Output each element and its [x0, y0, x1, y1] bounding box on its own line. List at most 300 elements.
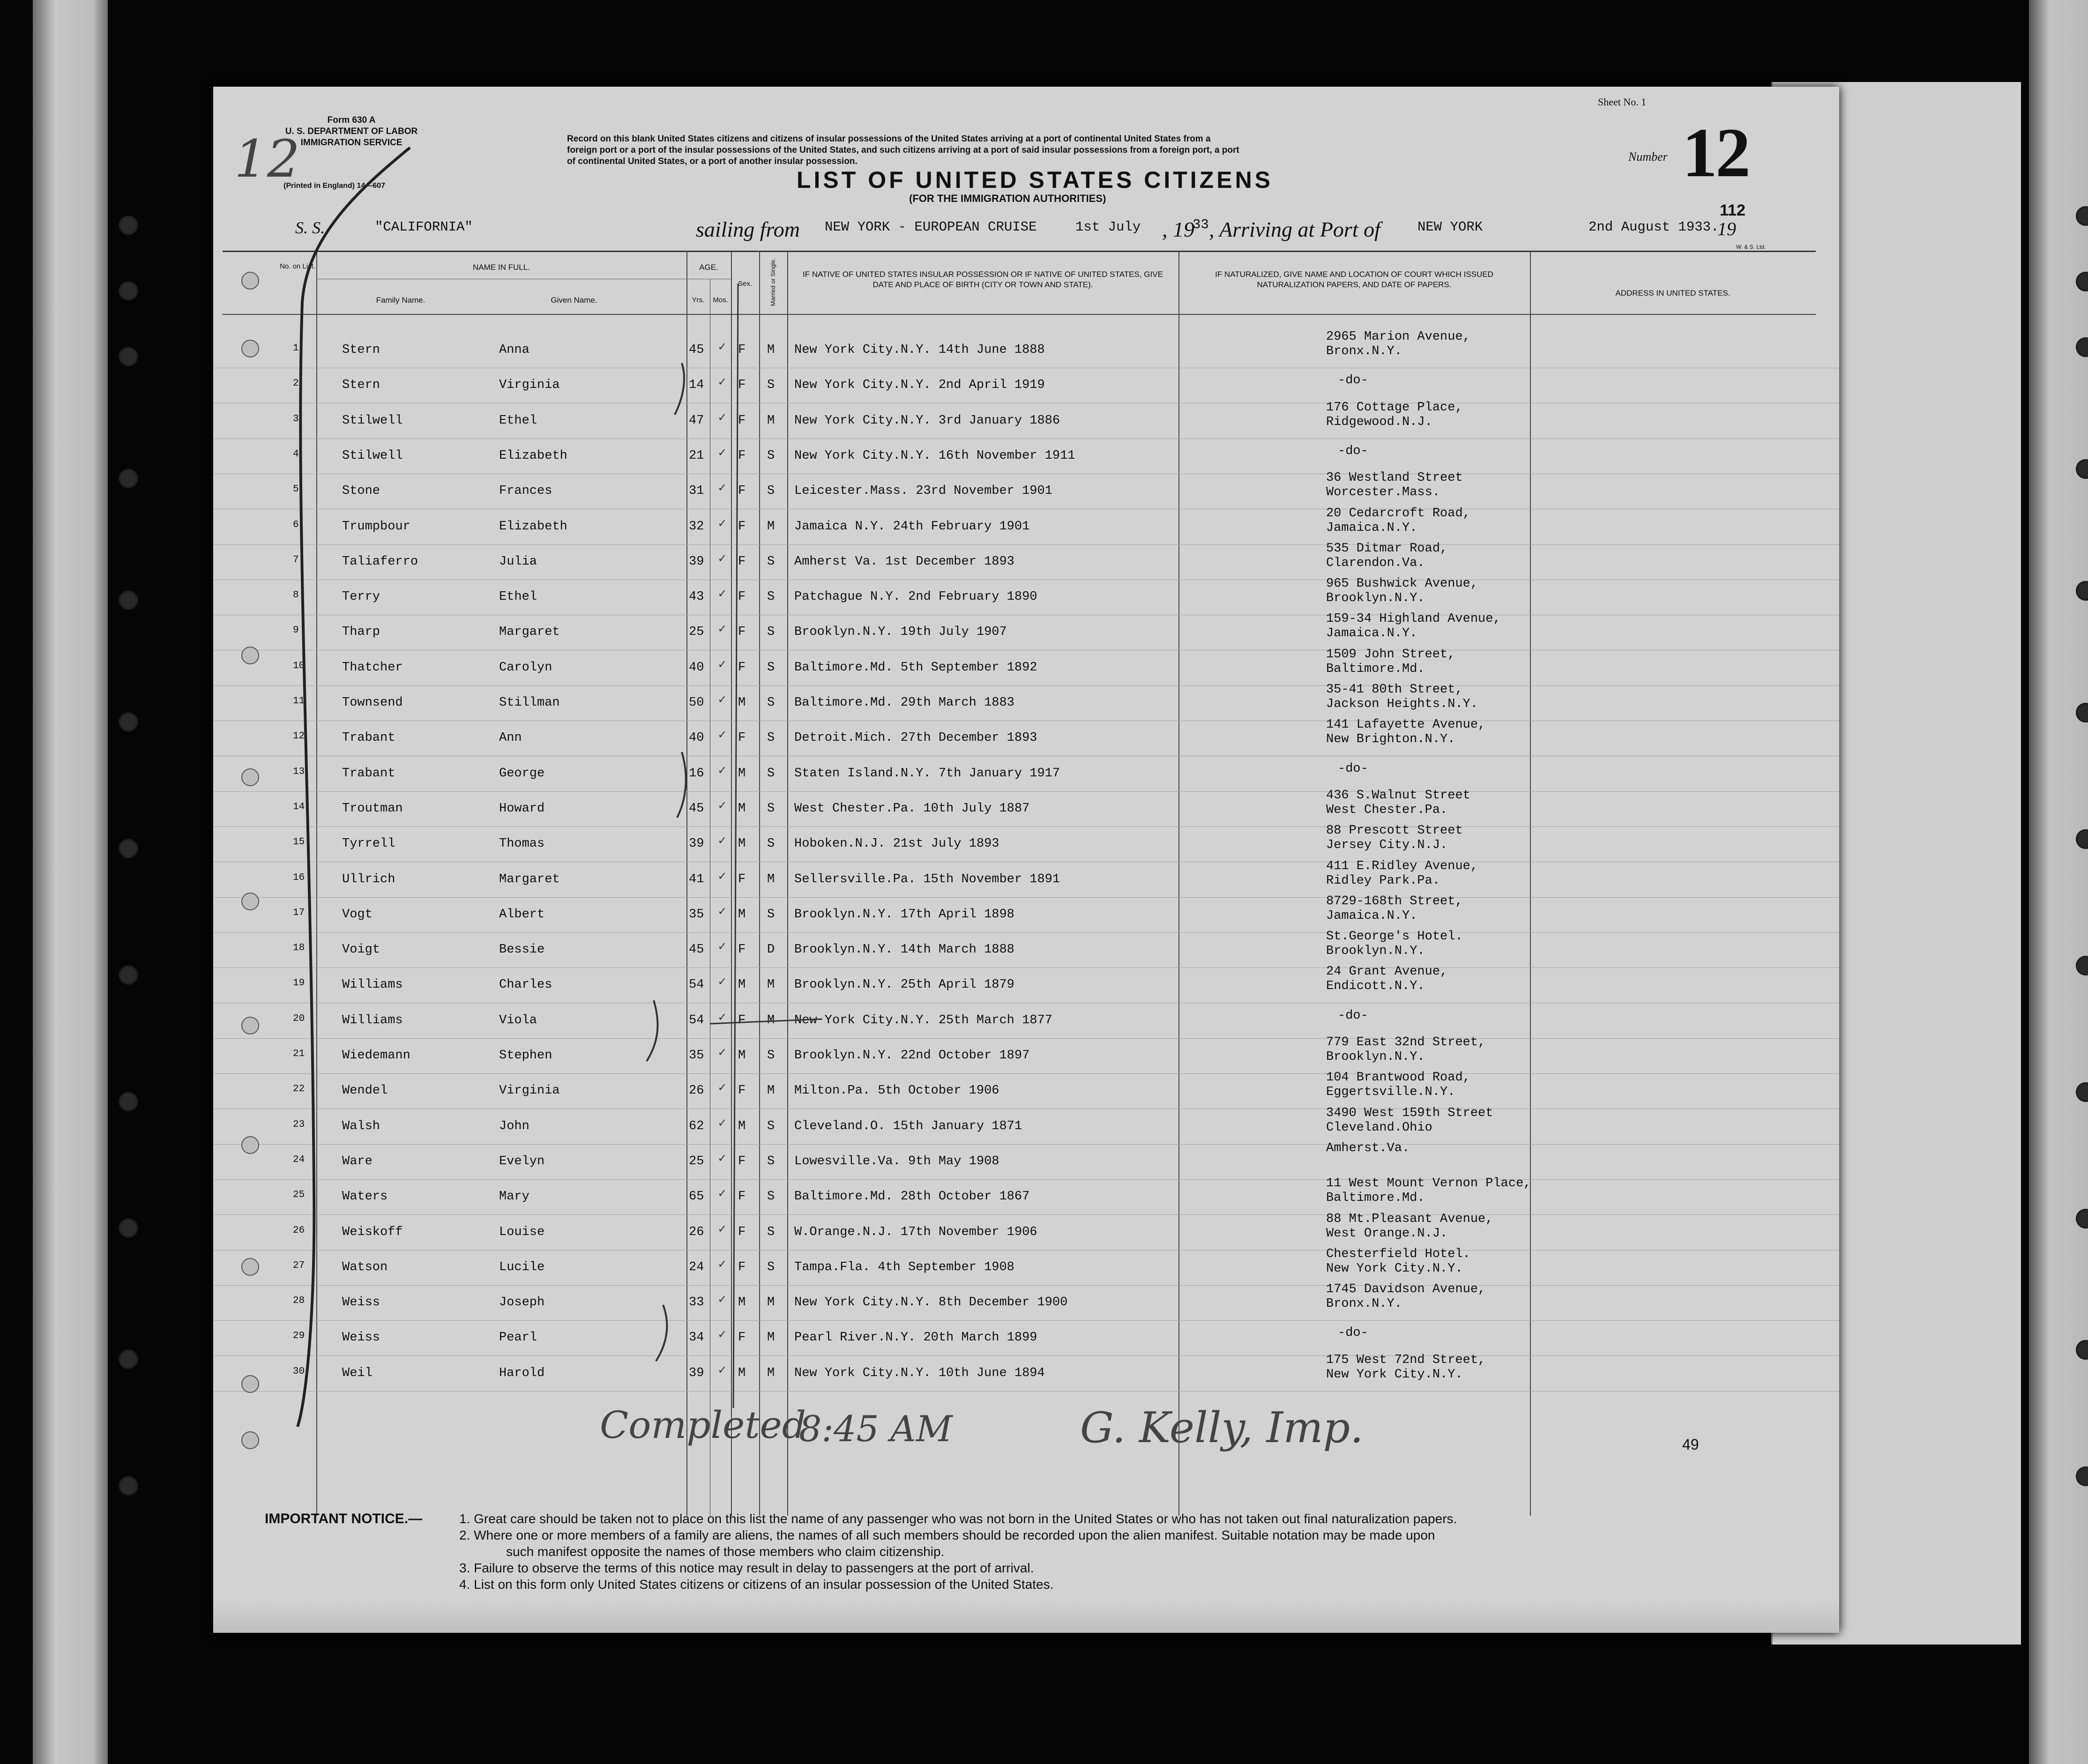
- row-number: 30: [293, 1366, 305, 1377]
- given-name: Carolyn: [499, 660, 552, 675]
- given-name: Stillman: [499, 696, 560, 710]
- family-name: Weil: [342, 1366, 373, 1380]
- address-line-1: 535 Ditmar Road,: [1326, 541, 1448, 556]
- row-number: 28: [293, 1295, 305, 1307]
- margin-handwritten-number: 12: [234, 129, 300, 189]
- age-years: 65: [689, 1190, 704, 1204]
- address-line-1: 1745 Davidson Avenue,: [1326, 1282, 1486, 1297]
- address-line-2: New York City.N.Y.: [1326, 1367, 1463, 1382]
- tally-check-icon: ✓: [718, 623, 726, 637]
- family-name: Stone: [342, 484, 380, 499]
- given-name: Ann: [499, 731, 522, 745]
- address-line-1: 20 Cedarcroft Road,: [1326, 506, 1470, 521]
- age-years: 40: [689, 660, 704, 675]
- family-name: Stilwell: [342, 448, 403, 463]
- sex: M: [738, 1366, 746, 1380]
- tally-check-icon: ✓: [718, 729, 726, 743]
- ship-name: "CALIFORNIA": [375, 219, 473, 235]
- binder-hole-left: [119, 216, 138, 235]
- binder-hole-left: [119, 712, 138, 732]
- family-name: Watson: [342, 1260, 388, 1274]
- binder-hole-left: [119, 1218, 138, 1238]
- age-years: 45: [689, 343, 704, 357]
- printer-note: (Printed in England) 14—607: [283, 182, 385, 190]
- address-line-1: 3490 West 159th Street: [1326, 1106, 1493, 1120]
- address-line-2: Eggertsville.N.Y.: [1326, 1085, 1455, 1100]
- sex: M: [738, 766, 746, 781]
- tally-check-icon: ✓: [718, 411, 726, 425]
- marital-status: S: [767, 696, 775, 710]
- age-years: 35: [689, 907, 704, 922]
- address-line-2: Jamaica.N.Y.: [1326, 626, 1417, 641]
- inspector-signature: G. Kelly, Imp.: [1080, 1403, 1364, 1452]
- address-line-1: 141 Lafayette Avenue,: [1326, 718, 1486, 732]
- sex: F: [738, 1154, 746, 1169]
- address-line-2: New Brighton.N.Y.: [1326, 732, 1455, 747]
- address-line-2: West Orange.N.J.: [1326, 1226, 1448, 1241]
- family-name: Weiss: [342, 1331, 380, 1345]
- family-name: Ware: [342, 1154, 373, 1169]
- birth-place-date: Lowesville.Va. 9th May 1908: [794, 1154, 999, 1169]
- marital-status: M: [767, 1084, 775, 1098]
- birth-place-date: Baltimore.Md. 5th September 1892: [794, 660, 1037, 675]
- age-years: 47: [689, 413, 704, 428]
- sailed-date: 1st July: [1075, 219, 1141, 235]
- row-number: 5: [293, 484, 299, 495]
- given-name: Frances: [499, 484, 552, 499]
- ship-prefix: S. S.: [295, 218, 325, 237]
- given-name: Louise: [499, 1225, 545, 1239]
- family-name: Troutman: [342, 801, 403, 816]
- age-years: 26: [689, 1225, 704, 1239]
- birth-place-date: W.Orange.N.J. 17th November 1906: [794, 1225, 1037, 1239]
- binder-hole-left: [119, 347, 138, 366]
- age-years: 16: [689, 766, 704, 781]
- address-line-2: Brooklyn.N.Y.: [1326, 1050, 1425, 1064]
- birth-place-date: Brooklyn.N.Y. 17th April 1898: [794, 907, 1014, 922]
- notice-item-2-cont: such manifest opposite the names of those members who claim citizenship.: [506, 1544, 945, 1559]
- family-name: Thatcher: [342, 660, 403, 675]
- marital-status: S: [767, 590, 775, 604]
- age-years: 25: [689, 625, 704, 640]
- birth-place-date: Jamaica N.Y. 24th February 1901: [794, 519, 1030, 534]
- tally-check-icon: ✓: [718, 482, 726, 496]
- birth-place-date: Milton.Pa. 5th October 1906: [794, 1084, 999, 1098]
- notice-item-1: 1. Great care should be taken not to place on this list the name of any passenger who was not born in the United States or who has not taken out final naturalization papers.: [459, 1511, 1457, 1526]
- birth-place-date: Leicester.Mass. 23rd November 1901: [794, 484, 1052, 499]
- tally-line: [710, 1019, 822, 1024]
- sex: F: [738, 1331, 746, 1345]
- tally-check-icon: ✓: [718, 975, 726, 990]
- address-line-2: Clarendon.Va.: [1326, 556, 1425, 570]
- col-mos: Mos.: [713, 296, 728, 304]
- address-line-1: -do-: [1338, 1008, 1368, 1023]
- address-line-1: 88 Prescott Street: [1326, 824, 1463, 838]
- given-name: Lucile: [499, 1260, 545, 1274]
- address-line-2: Endicott.N.Y.: [1326, 979, 1425, 994]
- tally-check-icon: ✓: [718, 1011, 726, 1025]
- sex: F: [738, 1013, 746, 1027]
- family-name: Trabant: [342, 766, 395, 781]
- given-name: Howard: [499, 801, 545, 816]
- age-years: 25: [689, 1154, 704, 1169]
- family-name: Williams: [342, 978, 403, 992]
- address-line-1: -do-: [1338, 761, 1368, 776]
- family-name: Tharp: [342, 625, 380, 640]
- tally-check-icon: ✓: [718, 764, 726, 778]
- row-number: 29: [293, 1331, 305, 1342]
- tally-check-icon: ✓: [718, 517, 726, 531]
- instruction-line-1: Record on this blank United States citizens and citizens of insular possessions of the United States arriving at a port of continental United States from a: [567, 134, 1211, 144]
- address-line-1: 11 West Mount Vernon Place,: [1326, 1176, 1531, 1191]
- tally-check-icon: ✓: [718, 693, 726, 707]
- birth-place-date: Pearl River.N.Y. 20th March 1899: [794, 1331, 1037, 1345]
- given-name: Mary: [499, 1190, 529, 1204]
- col-naturalized: IF NATURALIZED, GIVE NAME AND LOCATION OF COURT WHICH ISSUED NATURALIZATION PAPERS, AND DATE OF PAPERS.: [1215, 270, 1493, 289]
- birth-place-date: Brooklyn.N.Y. 14th March 1888: [794, 943, 1014, 957]
- birth-place-date: New York City.N.Y. 3rd January 1886: [794, 413, 1060, 428]
- arriving-label: , Arriving at Port of: [1209, 217, 1380, 241]
- row-number: 3: [293, 413, 299, 424]
- arrival-date: 2nd August 1933.: [1588, 219, 1719, 235]
- given-name: Stephen: [499, 1049, 552, 1063]
- notice-item-4: 4. List on this form only United States citizens or citizens of an insular possession of the United States.: [459, 1577, 1054, 1592]
- sex: F: [738, 448, 746, 463]
- sex: M: [738, 1049, 746, 1063]
- birth-place-date: New York City.N.Y. 2nd April 1919: [794, 378, 1045, 393]
- binder-hole-left: [119, 1092, 138, 1111]
- tally-check-icon: ✓: [718, 1222, 726, 1237]
- birth-place-date: Sellersville.Pa. 15th November 1891: [794, 872, 1060, 886]
- birth-place-date: New York City.N.Y. 10th June 1894: [794, 1366, 1045, 1380]
- sex: F: [738, 943, 746, 957]
- age-years: 35: [689, 1049, 704, 1063]
- address-line-1: 2965 Marion Avenue,: [1326, 330, 1470, 344]
- tally-check-icon: ✓: [718, 1046, 726, 1060]
- birth-place-date: West Chester.Pa. 10th July 1887: [794, 801, 1030, 816]
- list-number: 12: [1682, 114, 1749, 192]
- address-line-1: 104 Brantwood Road,: [1326, 1071, 1470, 1085]
- family-name: Townsend: [342, 696, 403, 710]
- tally-check-icon: ✓: [718, 588, 726, 602]
- sex: F: [738, 554, 746, 569]
- family-name: Ullrich: [342, 872, 395, 886]
- marital-status: S: [767, 448, 775, 463]
- family-name: Voigt: [342, 943, 380, 957]
- address-line-2: Brooklyn.N.Y.: [1326, 591, 1425, 606]
- family-name: Stilwell: [342, 413, 403, 428]
- address-line-1: Amherst.Va.: [1326, 1141, 1410, 1155]
- service: IMMIGRATION SERVICE: [300, 138, 403, 148]
- tally-check-icon: ✓: [718, 1116, 726, 1131]
- binder-hole-left: [119, 590, 138, 610]
- row-number: 9: [293, 625, 299, 636]
- row-number: 12: [293, 731, 305, 742]
- col-married-text: Married or Single.: [769, 258, 776, 306]
- address-line-1: 779 East 32nd Street,: [1326, 1035, 1486, 1049]
- year: 33: [1193, 217, 1209, 232]
- tally-check-icon: ✓: [718, 870, 726, 884]
- notice-item-3: 3. Failure to observe the terms of this notice may result in delay to passengers at the port of arrival.: [459, 1561, 1034, 1575]
- address-line-2: Jersey City.N.J.: [1326, 838, 1448, 853]
- sex: M: [738, 1119, 746, 1133]
- address-line-2: New York City.N.Y.: [1326, 1261, 1463, 1276]
- sailing-from: NEW YORK - EUROPEAN CRUISE: [825, 219, 1037, 235]
- family-name: Stern: [342, 378, 380, 393]
- address-line-1: 88 Mt.Pleasant Avenue,: [1326, 1212, 1493, 1226]
- row-number: 19: [293, 978, 305, 989]
- instruction-line-2: foreign port or a port of the insular possessions of the United States, and such citizens arriving at a port of said insular possessions from a foreign port, a port: [567, 145, 1239, 155]
- age-years: 43: [689, 590, 704, 604]
- family-name: Terry: [342, 590, 380, 604]
- tally-check-icon: ✓: [718, 376, 726, 390]
- marital-status: M: [767, 978, 775, 992]
- tally-check-icon: ✓: [718, 552, 726, 566]
- marital-status: S: [767, 1154, 775, 1169]
- row-number: 14: [293, 801, 305, 812]
- row-number: 27: [293, 1260, 305, 1271]
- address-line-1: 24 Grant Avenue,: [1326, 965, 1448, 979]
- pencil-tick-1: [675, 363, 684, 415]
- given-name: Harold: [499, 1366, 545, 1380]
- age-years: 33: [689, 1295, 704, 1310]
- pencil-marks: [213, 87, 1839, 1633]
- family-name: Wiedemann: [342, 1049, 410, 1063]
- sheet-label-text: Sheet No.: [1598, 96, 1639, 108]
- given-name: Albert: [499, 907, 545, 922]
- row-number: 18: [293, 943, 305, 954]
- arrival-year-prefix: 19: [1717, 218, 1736, 239]
- row-number: 7: [293, 554, 299, 566]
- sex: F: [738, 1084, 746, 1098]
- address-line-1: 176 Cottage Place,: [1326, 400, 1463, 415]
- age-years: 40: [689, 731, 704, 745]
- binder-hole-left: [119, 965, 138, 985]
- tally-check-icon: ✓: [718, 940, 726, 955]
- tally-check-icon: ✓: [718, 834, 726, 849]
- tally-check-icon: ✓: [718, 1258, 726, 1272]
- birth-place-date: Cleveland.O. 15th January 1871: [794, 1119, 1022, 1133]
- tally-check-icon: ✓: [718, 1363, 726, 1378]
- instruction-line-3: of continental United States, or a port of another insular possession.: [567, 156, 858, 166]
- birth-place-date: Baltimore.Md. 28th October 1867: [794, 1190, 1030, 1204]
- marital-status: M: [767, 343, 775, 357]
- age-years: 32: [689, 519, 704, 534]
- family-name: Wendel: [342, 1084, 388, 1098]
- sex: F: [738, 413, 746, 428]
- extra-number: 112: [1720, 201, 1745, 219]
- marital-status: S: [767, 1049, 775, 1063]
- form-number: Form 630 A: [327, 115, 376, 125]
- notice-item-2: 2. Where one or more members of a family are aliens, the names of all such members should be recorded upon the alien manifest. Suitable notation may be made upon: [459, 1528, 1435, 1542]
- address-line-1: -do-: [1338, 444, 1368, 458]
- col-address: ADDRESS IN UNITED STATES.: [1615, 289, 1730, 298]
- address-line-2: Worcester.Mass.: [1326, 485, 1440, 500]
- birth-place-date: New York City.N.Y. 25th March 1877: [794, 1013, 1052, 1027]
- marital-status: M: [767, 872, 775, 886]
- binder-hole-left: [119, 281, 138, 301]
- family-name: Vogt: [342, 907, 373, 922]
- time-note: 8:45 AM: [799, 1408, 953, 1450]
- col-age: AGE.: [699, 263, 718, 272]
- address-line-1: 35-41 80th Street,: [1326, 683, 1463, 697]
- birth-place-date: Staten Island.N.Y. 7th January 1917: [794, 766, 1060, 781]
- given-name: Margaret: [499, 872, 560, 886]
- address-line-2: Brooklyn.N.Y.: [1326, 944, 1425, 959]
- family-name: Taliaferro: [342, 554, 418, 569]
- address-line-1: 175 West 72nd Street,: [1326, 1353, 1486, 1367]
- birth-place-date: Baltimore.Md. 29th March 1883: [794, 696, 1014, 710]
- given-name: George: [499, 766, 545, 781]
- marital-status: S: [767, 731, 775, 745]
- family-name: Tyrrell: [342, 837, 395, 851]
- address-line-2: West Chester.Pa.: [1326, 803, 1448, 817]
- pencil-tick-2: [677, 752, 686, 818]
- row-number: 20: [293, 1013, 305, 1024]
- address-line-2: Jamaica.N.Y.: [1326, 521, 1417, 535]
- given-name: Bessie: [499, 943, 545, 957]
- age-years: 39: [689, 1366, 704, 1380]
- marital-status: M: [767, 1013, 775, 1027]
- address-line-2: Ridley Park.Pa.: [1326, 873, 1440, 888]
- address-line-2: Ridgewood.N.J.: [1326, 415, 1432, 429]
- address-line-2: Bronx.N.Y.: [1326, 1297, 1402, 1311]
- sex: M: [738, 837, 746, 851]
- marital-status: M: [767, 413, 775, 428]
- marital-status: S: [767, 554, 775, 569]
- given-name: Joseph: [499, 1295, 545, 1310]
- family-name: Trumpbour: [342, 519, 410, 534]
- address-line-1: St.George's Hotel.: [1326, 930, 1463, 944]
- address-line-1: 36 Westland Street: [1326, 471, 1463, 485]
- row-number: 24: [293, 1154, 305, 1165]
- given-name: Anna: [499, 343, 529, 357]
- age-years: 41: [689, 872, 704, 886]
- family-name: Weiss: [342, 1295, 380, 1310]
- left-film-strip: [33, 0, 108, 1764]
- row-number: 17: [293, 907, 305, 918]
- birth-place-date: Brooklyn.N.Y. 25th April 1879: [794, 978, 1014, 992]
- birth-place-date: Detroit.Mich. 27th December 1893: [794, 731, 1037, 745]
- sex: M: [738, 801, 746, 816]
- col-given-name: Given Name.: [551, 296, 597, 305]
- marital-status: S: [767, 907, 775, 922]
- marital-status: M: [767, 1331, 775, 1345]
- given-name: Evelyn: [499, 1154, 545, 1169]
- age-years: 54: [689, 1013, 704, 1027]
- age-years: 45: [689, 943, 704, 957]
- given-name: Elizabeth: [499, 448, 567, 463]
- margin-bracket-line: [298, 148, 410, 1427]
- row-number: 23: [293, 1119, 305, 1130]
- page-subtitle: (FOR THE IMMIGRATION AUTHORITIES): [909, 193, 1106, 204]
- birth-place-date: Brooklyn.N.Y. 19th July 1907: [794, 625, 1007, 640]
- row-number: 21: [293, 1049, 305, 1059]
- sex: F: [738, 484, 746, 499]
- address-line-1: 965 Bushwick Avenue,: [1326, 577, 1478, 591]
- col-sex: Sex.: [738, 280, 752, 288]
- printer-mark: W. & S. Ltd.: [1736, 244, 1766, 250]
- tally-check-icon: ✓: [718, 1293, 726, 1308]
- tally-check-icon: ✓: [718, 1152, 726, 1166]
- marital-status: M: [767, 1295, 775, 1310]
- row-number: 11: [293, 696, 305, 707]
- given-name: Ethel: [499, 590, 537, 604]
- tally-check-icon: ✓: [718, 1081, 726, 1096]
- binder-hole-left: [119, 1476, 138, 1496]
- right-film-strip: [2029, 0, 2088, 1764]
- address-line-2: Jamaica.N.Y.: [1326, 908, 1417, 923]
- marital-status: S: [767, 378, 775, 393]
- birth-place-date: New York City.N.Y. 16th November 1911: [794, 448, 1075, 463]
- row-number: 6: [293, 519, 299, 530]
- address-line-1: -do-: [1338, 373, 1368, 388]
- birth-place-date: New York City.N.Y. 14th June 1888: [794, 343, 1045, 357]
- year-prefix: , 19: [1162, 217, 1194, 241]
- row-number: 13: [293, 766, 305, 777]
- address-line-2: Baltimore.Md.: [1326, 1191, 1425, 1206]
- row-number: 4: [293, 448, 299, 460]
- age-years: 24: [689, 1260, 704, 1274]
- sex: F: [738, 660, 746, 675]
- age-years: 34: [689, 1331, 704, 1345]
- sex: M: [738, 696, 746, 710]
- marital-status: S: [767, 1260, 775, 1274]
- sex: F: [738, 1190, 746, 1204]
- given-name: Virginia: [499, 1084, 560, 1098]
- sex: M: [738, 978, 746, 992]
- sex: M: [738, 1295, 746, 1310]
- sex: F: [738, 590, 746, 604]
- age-years: 62: [689, 1119, 704, 1133]
- completed-note: Completed: [600, 1403, 806, 1447]
- sex: F: [738, 1260, 746, 1274]
- address-line-2: Cleveland.Ohio: [1326, 1120, 1432, 1135]
- given-name: John: [499, 1119, 529, 1133]
- notice-title: IMPORTANT NOTICE.—: [265, 1511, 423, 1526]
- row-number: 8: [293, 590, 299, 601]
- sex: F: [738, 1225, 746, 1239]
- tally-check-icon: ✓: [718, 446, 726, 461]
- tally-check-icon: ✓: [718, 1328, 726, 1343]
- age-years: 14: [689, 378, 704, 393]
- check-column-line: [733, 283, 738, 1408]
- address-line-2: Jackson Heights.N.Y.: [1326, 697, 1478, 711]
- given-name: Elizabeth: [499, 519, 567, 534]
- sailing-from-label: sailing from: [696, 217, 800, 241]
- binder-hole-left: [119, 1349, 138, 1369]
- tally-check-icon: ✓: [718, 905, 726, 919]
- pencil-tick-3: [647, 1000, 657, 1061]
- address-line-2: Baltimore.Md.: [1326, 662, 1425, 676]
- marital-status: M: [767, 519, 775, 534]
- col-yrs: Yrs.: [692, 296, 705, 304]
- marital-status: S: [767, 1119, 775, 1133]
- age-years: 39: [689, 554, 704, 569]
- manifest-sheet: [213, 87, 1839, 1633]
- tally-check-icon: ✓: [718, 341, 726, 355]
- marital-status: S: [767, 484, 775, 499]
- given-name: Virginia: [499, 378, 560, 393]
- col-name-in-full: NAME IN FULL.: [473, 263, 530, 272]
- sex: F: [738, 625, 746, 640]
- family-name: Waters: [342, 1190, 388, 1204]
- pencil-tick-4: [656, 1305, 667, 1361]
- birth-place-date: Amherst Va. 1st December 1893: [794, 554, 1014, 569]
- row-number: 2: [293, 378, 299, 389]
- sex: F: [738, 872, 746, 886]
- sex: F: [738, 343, 746, 357]
